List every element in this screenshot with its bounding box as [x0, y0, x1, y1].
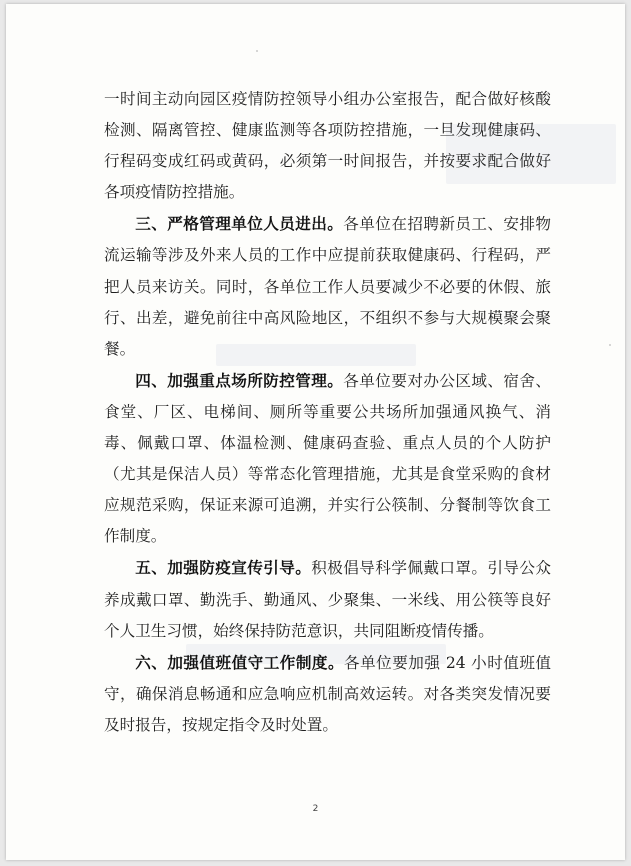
paragraph-4: [104, 552, 551, 646]
paragraph-4-text: 积极倡导科学佩戴口罩。引导公众养成戴口罩、勤洗手、勤通风、少聚集、一米线、用公筷等良好个人卫生习惯，始终保持防范意识，共同阻断疫情传播。: [104, 559, 551, 640]
paragraph-1: [104, 84, 551, 208]
paragraph-3: [104, 365, 551, 553]
paragraph-2: [104, 208, 551, 364]
paper-speck: [609, 344, 611, 346]
paper-speck: [256, 50, 258, 52]
page-number: 2: [312, 804, 319, 814]
document-page: [6, 4, 625, 860]
document-body: [104, 84, 551, 741]
section-heading-5: 五、加强防疫宣传引导。: [135, 558, 312, 578]
section-heading-6: 六、加强值班值守工作制度。: [135, 652, 345, 672]
paragraph-5-text: 各单位要加强 24 小时值班值守，确保消息畅通和应急响应机制高效运转。对各类突发情况要及时报告，按规定指令及时处置。: [104, 653, 551, 734]
section-heading-4: 四、加强重点场所防控管理。: [135, 370, 344, 390]
paragraph-5: [104, 647, 551, 741]
paragraph-3-text: 各单位要对办公区域、宿舍、食堂、厂区、电梯间、厕所等重要公共场所加强通风换气、消毒、佩戴口罩、体温检测、健康码查验、重点人员的个人防护（尤其是保洁人员）等常态化管理措施，尤其是食堂采购的食材应规范采购，保证来源可追溯，并实行公筷制、分餐制等饮食工作制度。: [104, 371, 551, 546]
paragraph-1-text: 一时间主动向园区疫情防控领导小组办公室报告，配合做好核酸检测、隔离管控、健康监测等各项防控措施，一旦发现健康码、行程码变成红码或黄码，必须第一时间报告，并按要求配合做好各项疫情防控措施。: [104, 90, 551, 202]
section-heading-3: 三、严格管理单位人员进出。: [135, 214, 344, 234]
paragraph-2-text: 各单位在招聘新员工、安排物流运输等涉及外来人员的工作中应提前获取健康码、行程码，严把人员来访关。同时，各单位工作人员要减少不必要的休假、旅行、出差，避免前往中高风险地区，不组织不参与大规模聚会聚餐。: [104, 215, 551, 358]
